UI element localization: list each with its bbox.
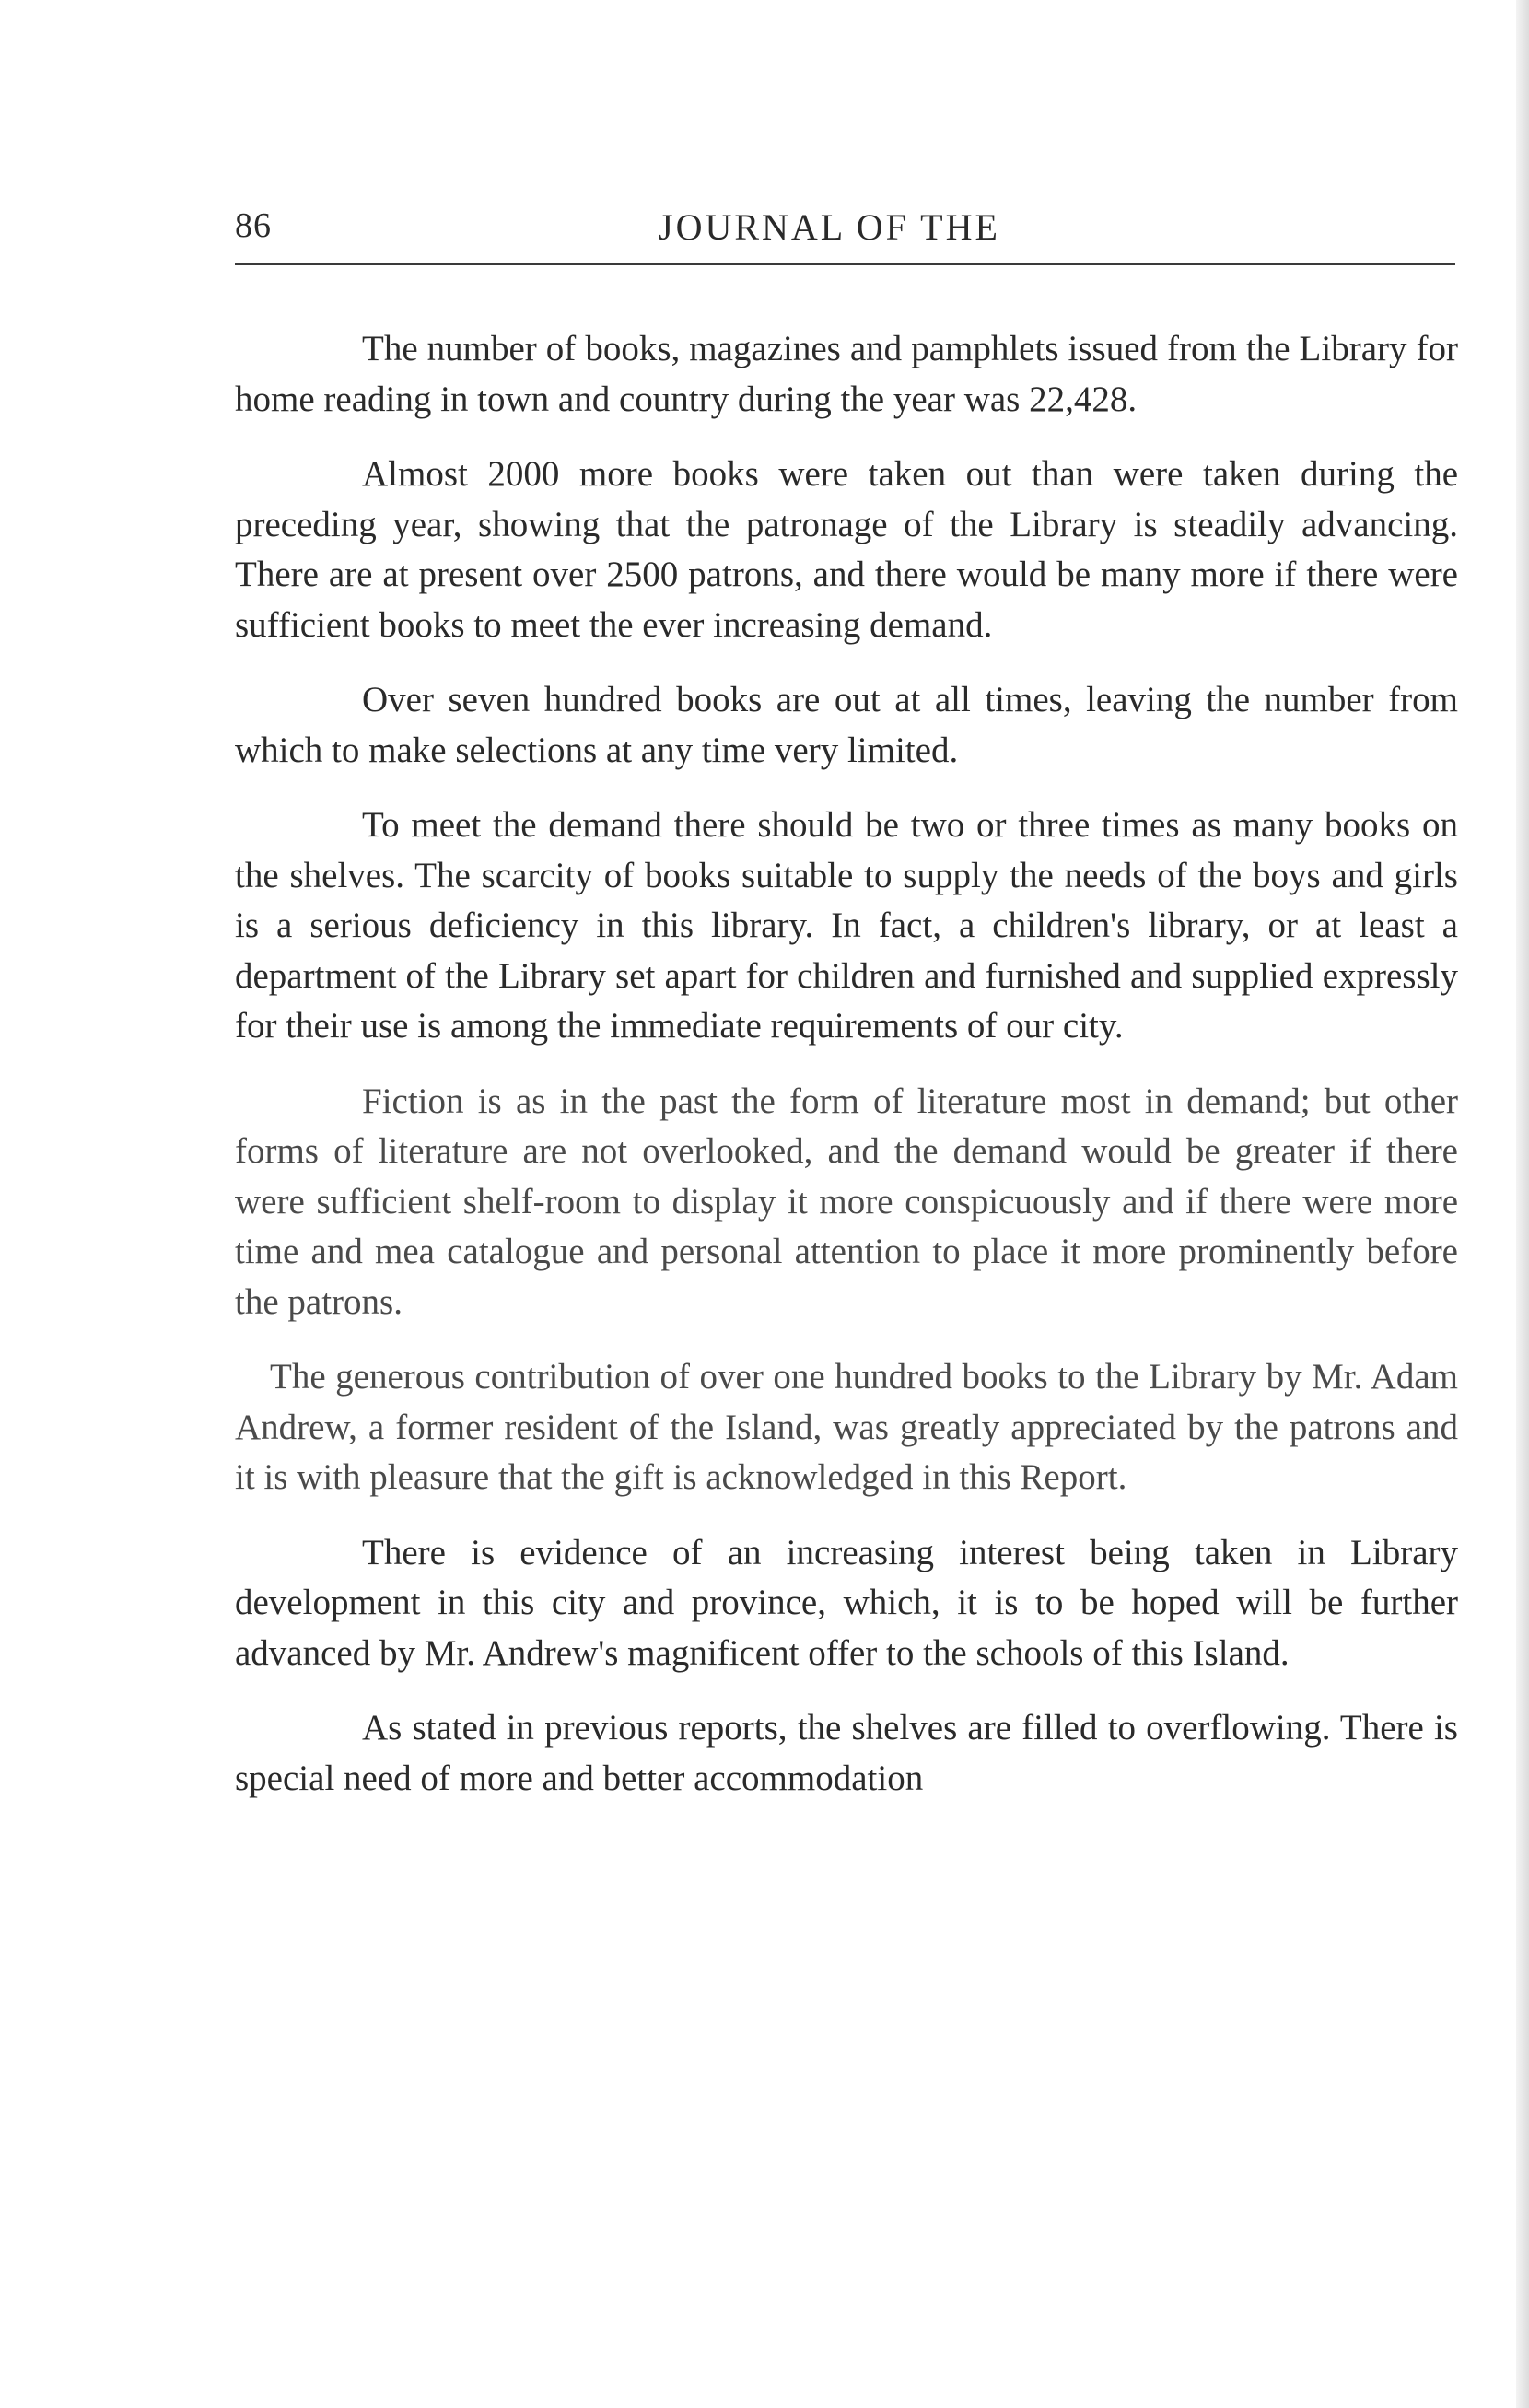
page-number: 86 [235, 206, 272, 245]
body-text [235, 324, 1458, 1829]
paragraph-contribution: The generous contribution of over one hundred books to the Library by Mr. Adam Andrew, a former resident of the Island, was greatly appreciated by the patrons and it is with pleasure that the gift is acknowledged in this Report. [235, 1357, 1458, 1497]
paragraph-patronage: Almost 2000 more books were taken out than were taken during the preceding year, showing that the patronage of the Library is steadily advancing. There are at present over 2500 patrons, and there would be many more if there were sufficient books to meet the ever increasing demand. [235, 454, 1458, 645]
running-title: JOURNAL OF THE [659, 206, 1000, 248]
header-rule [235, 263, 1455, 265]
paragraph-library-development: There is evidence of an increasing interest being taken in Library development in this city and province, which, it is to be hoped will be further advanced by Mr. Andrew's magnificent offer to the schools of this Island. [235, 1532, 1458, 1673]
paragraph-childrens-library: To meet the demand there should be two or three times as many books on the shelves. The scarcity of books suitable to supply the needs of the boys and girls is a serious deficiency in this library. In fact, a children's library, or at least a department of the Library set apart for children and furnished and supplied expressly for their use is among the immediate requirements of our city. [235, 805, 1458, 1046]
page-header [235, 198, 1460, 253]
paragraph-fiction: Fiction is as in the past the form of literature most in demand; but other forms of literature are not overlooked, and the demand would be greater if there were sufficient shelf-room to display it more conspicuously and if there were more time and mea catalogue and personal attention to place it more prominently before the patrons. [235, 1081, 1458, 1322]
paragraph-books-out: Over seven hundred books are out at all times, leaving the number from which to make selections at any time very limited. [235, 680, 1458, 770]
paragraph-accommodation: As stated in previous reports, the shelves are filled to overflowing. There is special need of more and better accommodation [235, 1708, 1458, 1798]
page-edge-shadow [1516, 0, 1529, 2408]
paragraph-books-issued: The number of books, magazines and pamphlets issued from the Library for home reading in town and country during the year was 22,428. [235, 329, 1458, 419]
